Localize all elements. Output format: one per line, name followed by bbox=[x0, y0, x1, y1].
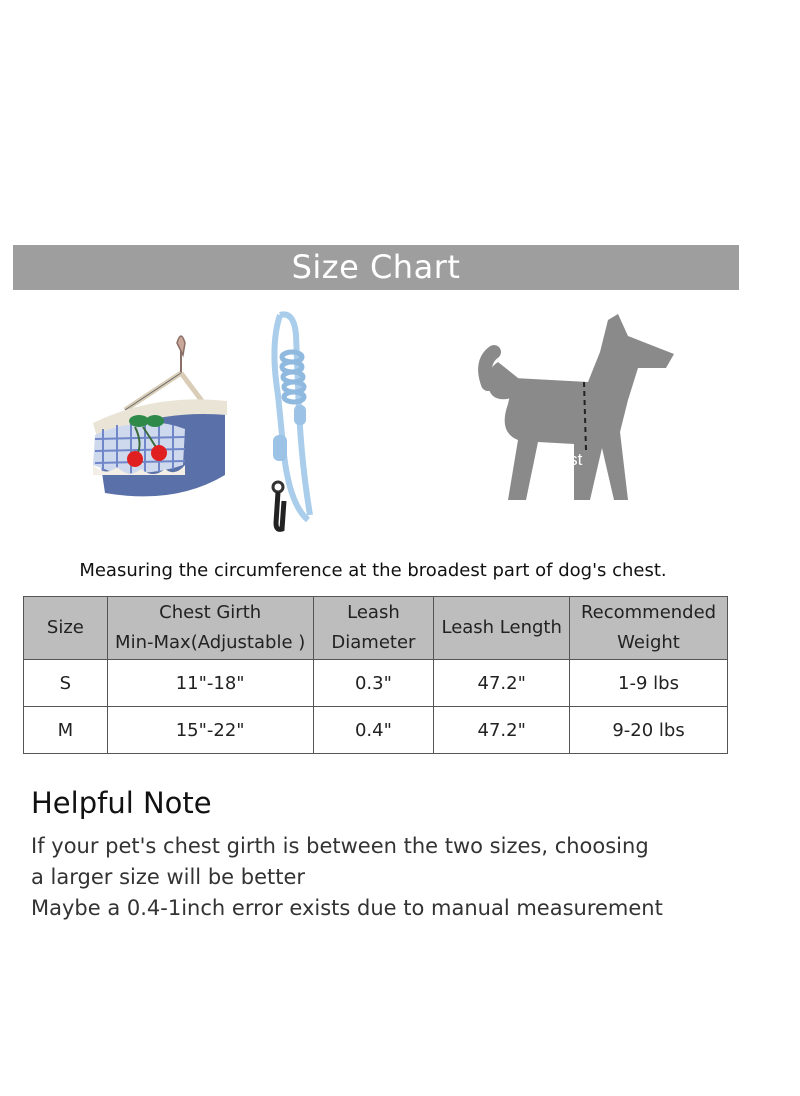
cell-size: M bbox=[24, 707, 108, 754]
header-leash-diameter: Leash Diameter bbox=[313, 597, 434, 660]
cell-leash-diameter: 0.3" bbox=[313, 660, 434, 707]
leash-image bbox=[250, 305, 330, 535]
size-table bbox=[23, 596, 728, 754]
cell-size: S bbox=[24, 660, 108, 707]
cell-leash-diameter: 0.4" bbox=[313, 707, 434, 754]
cell-weight: 9-20 lbs bbox=[570, 707, 728, 754]
cell-leash-length: 47.2" bbox=[434, 660, 570, 707]
cell-chest-girth: 15"-22" bbox=[107, 707, 313, 754]
measurement-caption: Measuring the circumference at the broadest part of dog's chest. bbox=[79, 560, 667, 581]
cell-chest-girth: 11"-18" bbox=[107, 660, 313, 707]
note-line: If your pet's chest girth is between the two sizes, choosing bbox=[31, 834, 649, 858]
leash-coil bbox=[282, 352, 304, 402]
dog-silhouette bbox=[478, 312, 678, 507]
chest-label: Chest bbox=[538, 450, 583, 469]
table-row bbox=[24, 660, 728, 707]
cell-weight: 1-9 lbs bbox=[570, 660, 728, 707]
header-size: Size bbox=[24, 597, 108, 660]
header-leash-length: Leash Length bbox=[434, 597, 570, 660]
header-recommended-weight: Recommended Weight bbox=[570, 597, 728, 660]
note-line: a larger size will be better bbox=[31, 865, 306, 889]
banner-title: Size Chart bbox=[291, 248, 461, 286]
size-chart-banner bbox=[13, 245, 739, 290]
table-row bbox=[24, 707, 728, 754]
header-chest-girth: Chest Girth Min-Max(Adjustable ) bbox=[107, 597, 313, 660]
helpful-note-title: Helpful Note bbox=[31, 786, 212, 820]
leash-clip bbox=[273, 482, 284, 529]
note-line: Maybe a 0.4-1inch error exists due to manual measurement bbox=[31, 896, 663, 920]
table-header-row bbox=[24, 597, 728, 660]
cell-leash-length: 47.2" bbox=[434, 707, 570, 754]
harness-image bbox=[85, 325, 235, 515]
